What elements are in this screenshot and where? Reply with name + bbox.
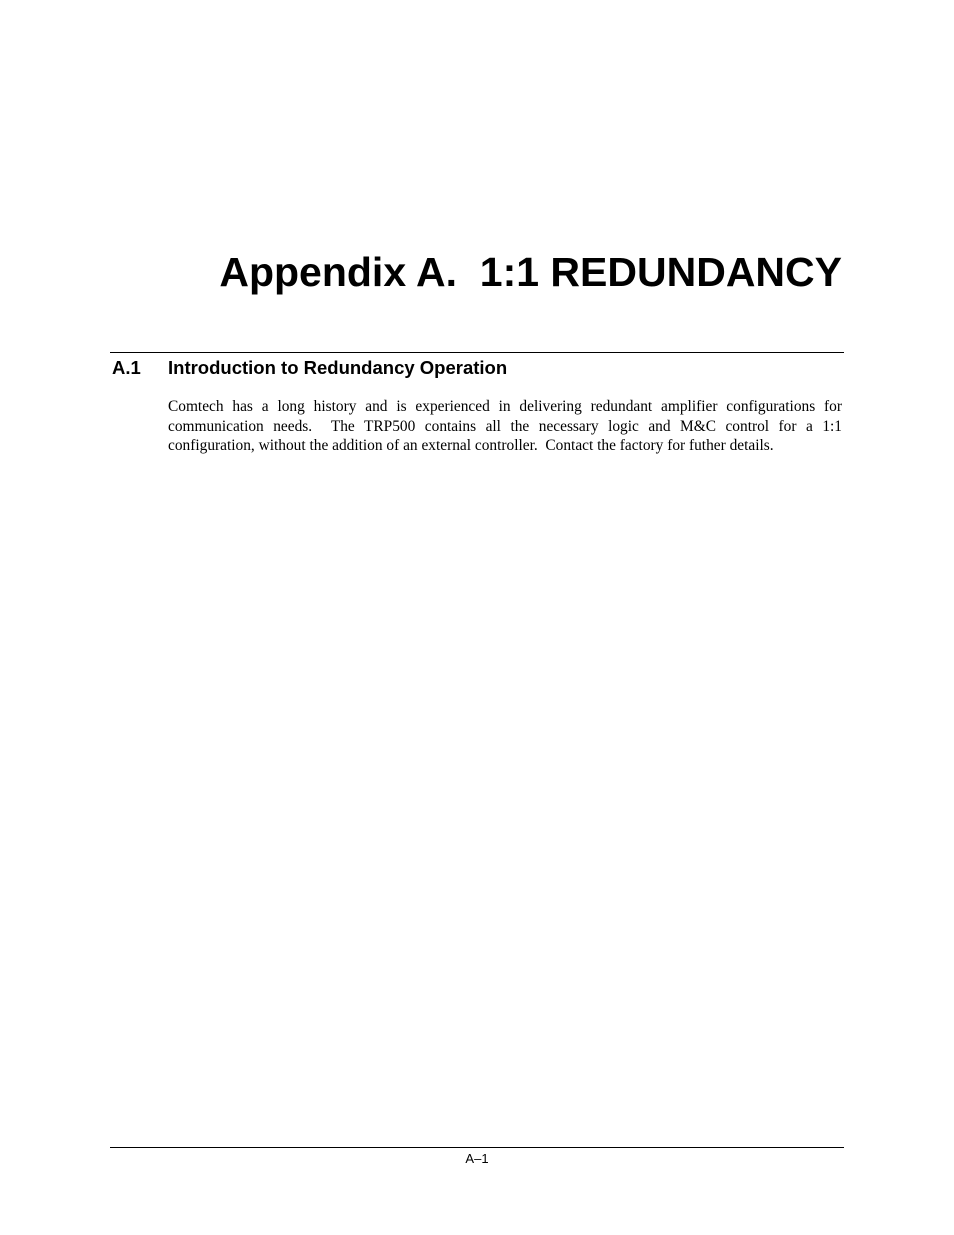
section-heading [110,355,844,381]
section-divider [110,352,844,353]
footer-divider [110,1147,844,1148]
section-number: A.1 [112,357,141,378]
page-number: A–1 [465,1151,489,1166]
section-title: Introduction to Redundancy Operation [168,357,508,378]
chapter-title: Appendix A. 1:1 REDUNDANCY [219,249,842,295]
section-body-paragraph: Comtech has a long history and is experienced in delivering redundant amplifier configurations for communication needs. The TRP500 contains all the necessary logic and M&C control for a 1:1 configuration, without the addition of an external controller. Contact the factory for futher details. [168,398,846,455]
